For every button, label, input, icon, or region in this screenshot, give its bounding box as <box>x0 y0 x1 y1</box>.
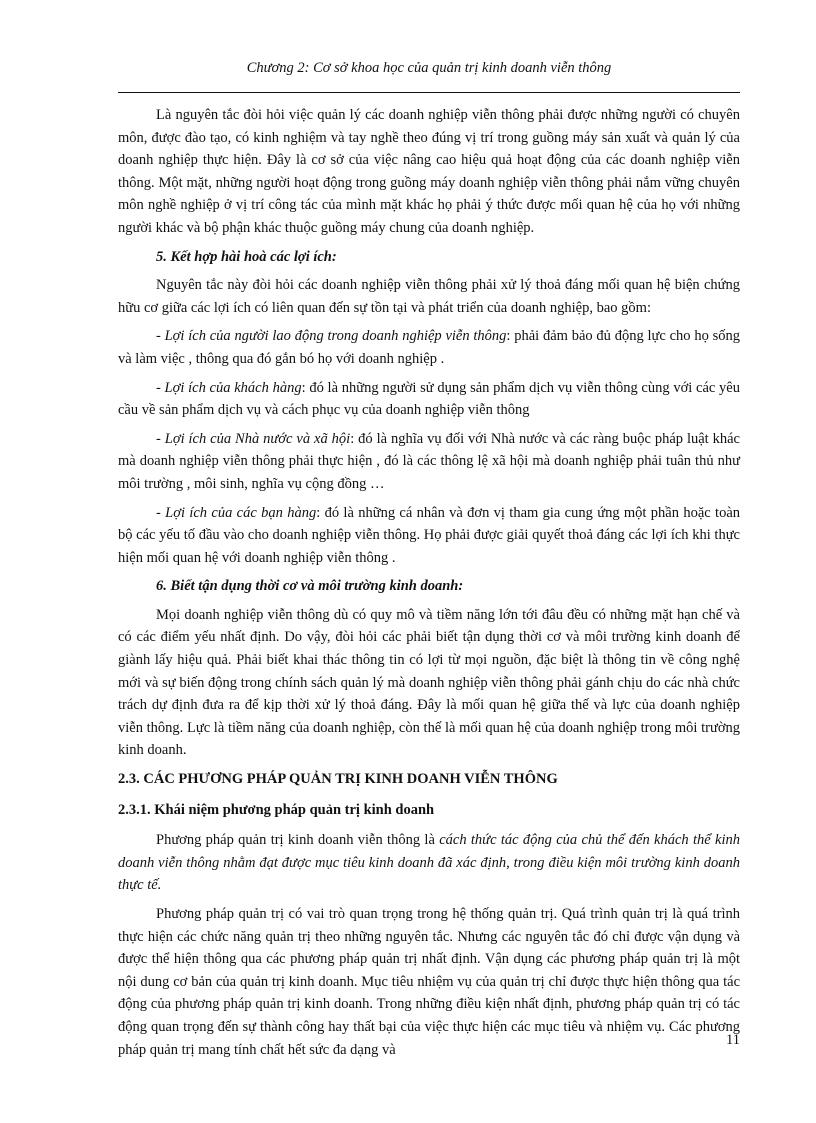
page-header: Chương 2: Cơ sở khoa học của quản trị kinh doanh viễn thông <box>246 60 612 76</box>
bullet-label: - Lợi ích của người lao động trong doanh nghiệp viễn thông <box>156 328 507 345</box>
bullet-text: : đó là những người sử dụng sản phẩm dịch vụ viễn thông cùng với các yêu cầu về sản phẩm dịch vụ và cách phục vụ của doanh nghiệp viễn thông <box>118 379 740 419</box>
bullet-label: - Lợi ích của Nhà nước và xã hội <box>156 430 351 447</box>
page-body <box>118 104 740 1067</box>
bullet-text: : phải đảm bảo đủ động lực cho họ sống và làm việc , thông qua đó gắn bó họ với doanh nghiệp . <box>118 328 740 367</box>
paragraph-principle-6: Mọi doanh nghiệp viễn thông dù có quy mô và tiềm năng lớn tới đâu đều có những mặt hạn chế và có các điểm yếu nhất định. Do vậy, đòi hỏi các phải biết tận dụng thời cơ và môi trường kinh doanh để giành lấy hiệu quả. Phải biết khai thác thông tin có lợi từ mọi nguồn, đặc biệt là thông tin về công nghệ mới và sự biến động trong chính sách quản lý mà doanh nghiệp viễn thông phải gánh chịu do các nhà chức trách dự định đưa ra để kịp thời xử lý thoả đáng. Đây là mối quan hệ giữa thế và lực của doanh nghiệp viễn thông. Lực là tiềm năng của doanh nghiệp, còn thế là mối quan hệ của doanh nghiệp trong môi trường kinh doanh. <box>118 606 740 759</box>
section-heading: 2.3. CÁC PHƯƠNG PHÁP QUẢN TRỊ KINH DOANH VIỄN THÔNG <box>118 771 558 788</box>
bullet-text: : đó là những cá nhân và đơn vị tham gia cung ứng một phần hoặc toàn bộ các yếu tố đầu vào cho doanh nghiệp viễn thông. Họ phải được giải quyết thoả đáng các lợi ích khi thực hiện mối quan hệ với doanh nghiệp viễn thông . <box>118 504 740 566</box>
bullet-employee-benefit <box>118 325 740 370</box>
paragraph-principle-5: Nguyên tắc này đòi hỏi các doanh nghiệp viễn thông phải xử lý thoả đáng mối quan hệ biện chứng hữu cơ giữa các lợi ích có liên quan đến sự tồn tại và phát triển của doanh nghiệp, bao gồm: <box>118 277 740 316</box>
bullet-label: - Lợi ích của các bạn hàng <box>156 504 317 521</box>
paragraph-role: Phương pháp quản trị có vai trò quan trọng trong hệ thống quản trị. Quá trình quản trị là quá trình thực hiện các chức năng quản trị theo những nguyên tắc. Nhưng các nguyên tắc đó chỉ được vận dụng và được thể hiện thông qua các phương pháp quản trị nhất định. Vận dụng các phương pháp quản trị là một nội dung cơ bản của quản trị kinh doanh. Mục tiêu nhiệm vụ của quản trị chỉ được thực hiện thông qua tác động của phương pháp quản trị kinh doanh. Trong những điều kiện nhất định, phương pháp quản trị có tác động quan trọng đến sự thành công hay thất bại của việc thực hiện các mục tiêu và nhiệm vụ. Các phương pháp quản trị mang tính chất hết sức đa dạng và <box>118 906 740 1058</box>
page-number: 11 <box>726 1032 740 1048</box>
bullet-partner-benefit <box>118 502 740 570</box>
bullet-label: - Lợi ích của khách hàng <box>156 379 302 396</box>
heading-principle-6: 6. Biết tận dụng thời cơ và môi trường kinh doanh: <box>156 578 464 595</box>
bullet-text: : đó là nghĩa vụ đối với Nhà nước và các ràng buộc pháp luật khác mà doanh nghiệp viễn thông phải thực hiện , đó là các thông lệ xã hội mà doanh nghiệp phải tuân thủ như môi trường , môi sinh, nghĩa vụ cộng đồng … <box>118 430 740 492</box>
subsection-heading: 2.3.1. Khái niệm phương pháp quản trị kinh doanh <box>118 801 435 818</box>
paragraph-definition <box>118 829 740 897</box>
heading-principle-5: 5. Kết hợp hài hoà các lợi ích: <box>156 248 337 265</box>
definition-lead: Phương pháp quản trị kinh doanh viễn thông là <box>156 832 440 849</box>
definition-emphasis: cách thức tác động của chủ thể đến khách thể kinh doanh viễn thông nhằm đạt được mục tiêu kinh doanh đã xác định, trong điều kiện môi trường kinh doanh thực tế. <box>118 832 740 894</box>
bullet-customer-benefit <box>118 377 740 422</box>
paragraph-intro: Là nguyên tắc đòi hỏi việc quản lý các doanh nghiệp viễn thông phải được những người có chuyên môn, được đào tạo, có kinh nghiệm và tay nghề theo đúng vị trí trong guồng máy sản xuất và quản lý của doanh nghiệp thực hiện. Đây là cơ sở của việc nâng cao hiệu quả hoạt động của các doanh nghiệp viễn thông. Một mặt, những người hoạt động trong guồng máy doanh nghiệp viễn thông phải nắm vững chuyên môn nghề nghiệp ở vị trí công tác của mình mặt khác họ phải ý thức được mối quan hệ của họ với những người khác và bộ phận khác thuộc guồng máy chung của doanh nghiệp. <box>118 107 740 236</box>
header-rule <box>118 92 740 93</box>
bullet-state-benefit <box>118 428 740 496</box>
